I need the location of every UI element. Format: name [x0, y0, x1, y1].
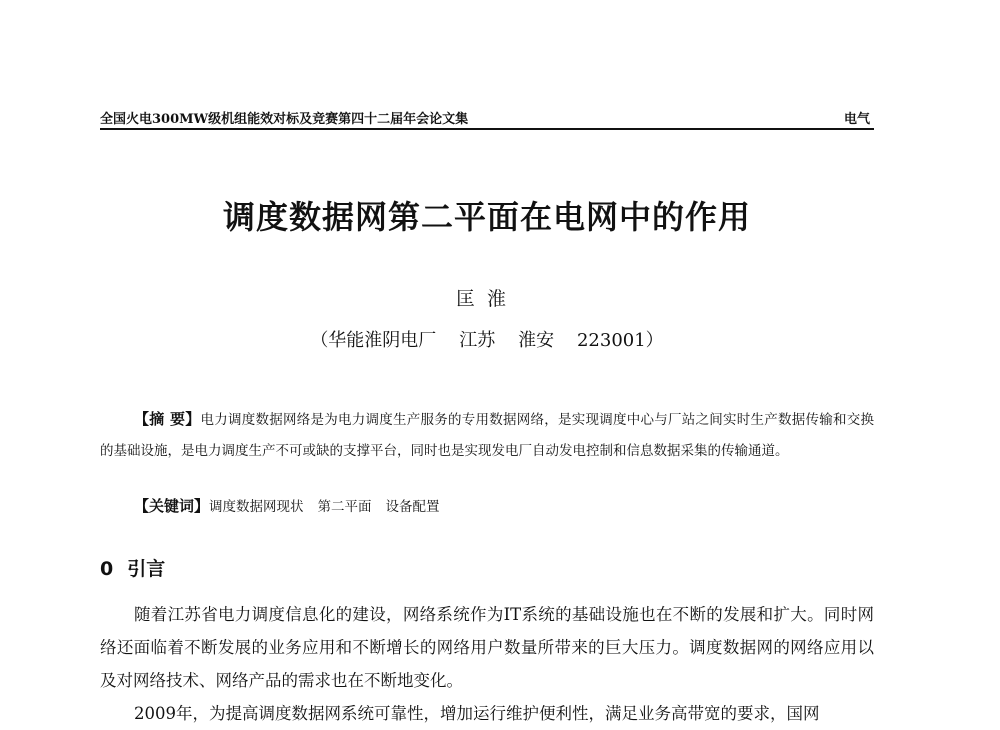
keywords	[134, 495, 874, 518]
section-number: 0	[100, 558, 114, 580]
body-paragraph-cut: 2009年，为提高调度数据网系统可靠性，增加运行维护便利性，满足业务高带宽的要求，国网	[134, 704, 820, 723]
keywords-label: 【关键词】	[134, 497, 210, 515]
section-title: 引言	[127, 558, 166, 580]
keyword: 第二平面	[317, 499, 372, 515]
abstract-text: 电力调度数据网络是为电力调度生产服务的专用数据网络，是实现调度中心与厂站之间实时生产数据传输和交换的基础设施，是电力调度生产不可或缺的支撑平台，同时也是实现发电厂自动发电控制和信息数据采集的传输通道。	[100, 412, 874, 459]
section-category: 电气	[843, 112, 870, 127]
paper-title: 调度数据网第二平面在电网中的作用	[222, 198, 751, 236]
body-paragraph: 随着江苏省电力调度信息化的建设，网络系统作为IT系统的基础设施也在不断的发展和扩大。同时网络还面临着不断发展的业务应用和不断增长的网络用户数量所带来的巨大压力。调度数据网的网络应用以及对网络技术、网络产品的需求也在不断地变化。	[100, 605, 874, 690]
body-text	[100, 598, 874, 730]
running-header	[100, 104, 874, 130]
keyword: 设备配置	[385, 499, 440, 515]
abstract-label: 【摘 要】	[134, 410, 201, 428]
keyword: 调度数据网现状	[209, 499, 304, 515]
journal-name: 全国火电300MW级机组能效对标及竞赛第四十二届年会论文集	[100, 112, 469, 127]
author-name: 匡淮	[455, 288, 518, 310]
abstract	[100, 404, 874, 467]
author-affiliation: （华能淮阴电厂 江苏 淮安 223001）	[310, 330, 664, 351]
section-heading	[100, 554, 165, 581]
